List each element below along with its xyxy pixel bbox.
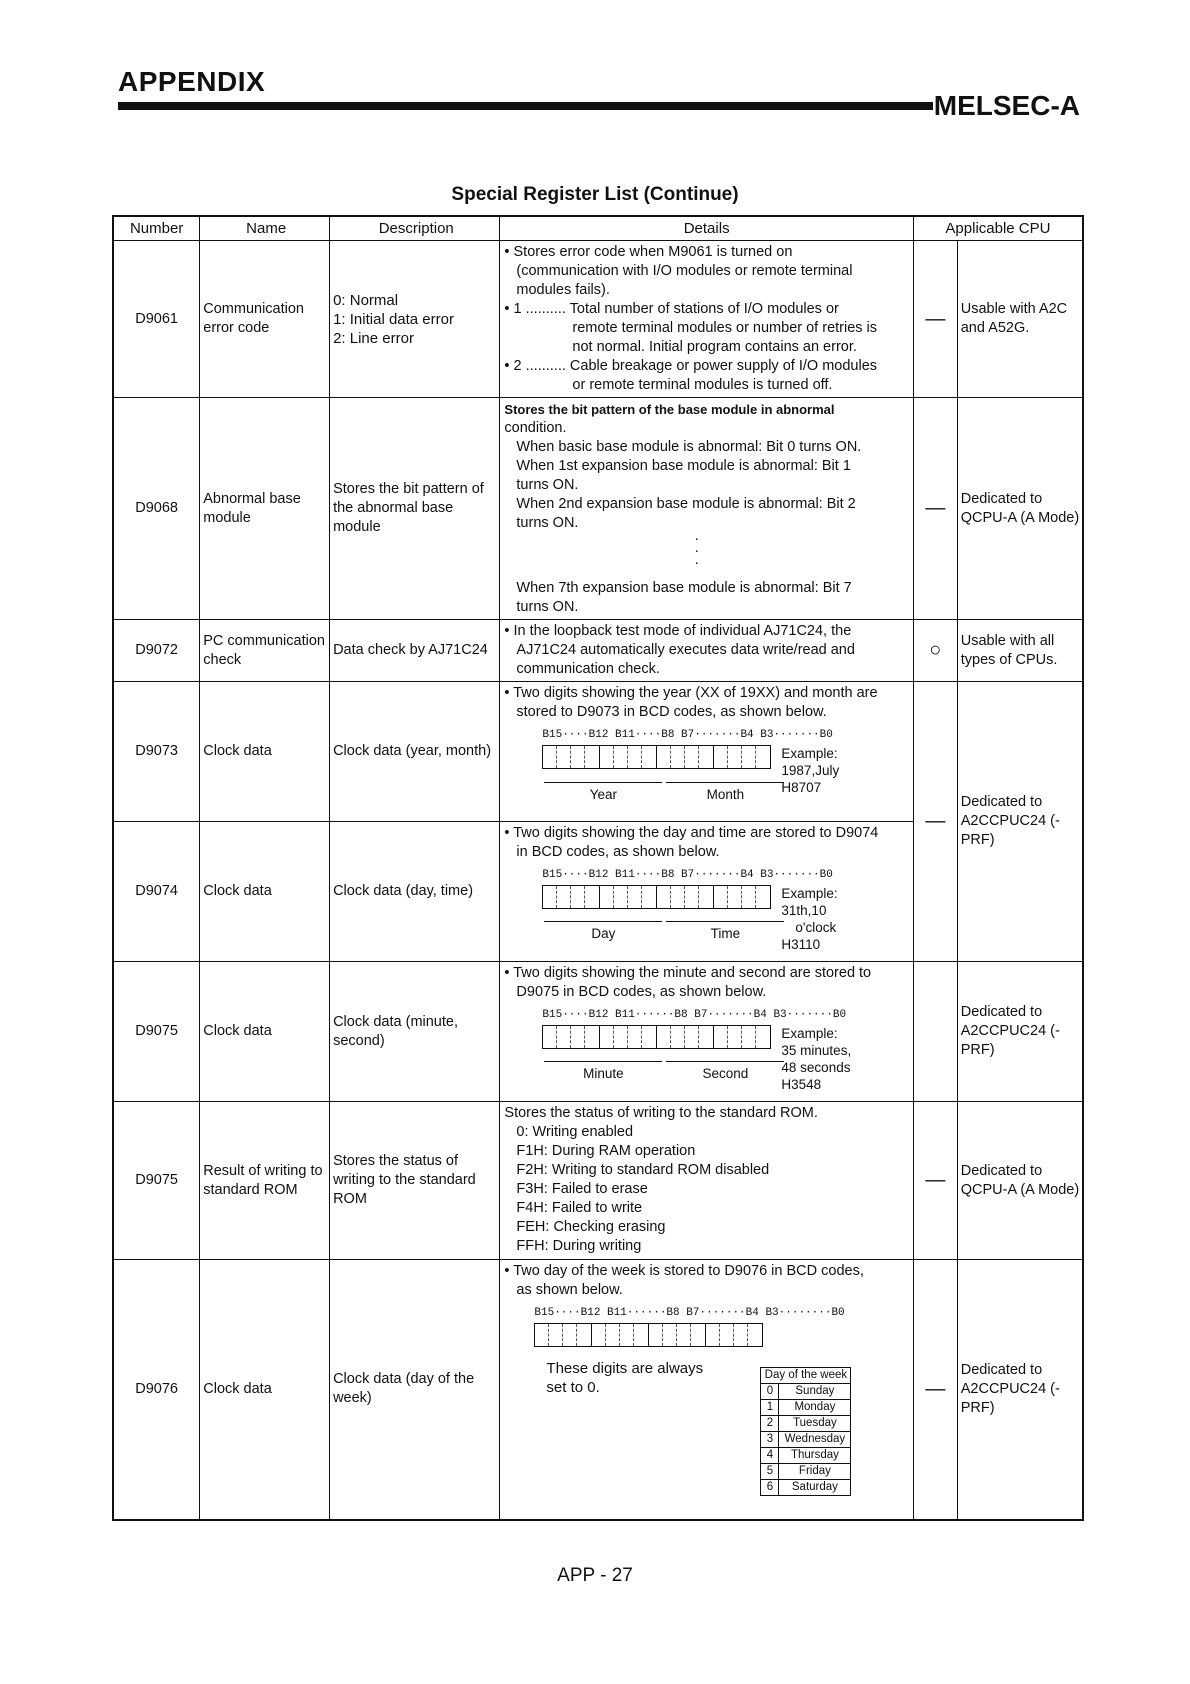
detail-line: Stores the status of writing to the standard ROM.	[504, 1105, 818, 1121]
note-line: set to 0.	[546, 1379, 600, 1396]
bit-cell	[756, 1026, 770, 1048]
dow-header-row	[761, 1368, 851, 1384]
bit-nibble	[535, 1324, 592, 1346]
detail-line: When basic base module is abnormal: Bit 0 turns ON.	[516, 439, 862, 455]
row-details	[500, 962, 914, 1102]
dow-code: 1	[761, 1400, 779, 1416]
example-line: H8707	[781, 780, 822, 795]
detail-line: in BCD codes, as shown below.	[516, 844, 720, 860]
field-label-minute: Minute	[544, 1061, 662, 1083]
detail-line: • 2 .......... Cable breakage or power supply of I/O modules	[504, 358, 878, 374]
table-row	[113, 620, 1083, 682]
applicable-cpu: Dedicated to A2CCPUC24 (-PRF)	[957, 1260, 1083, 1520]
bit-nibble	[649, 1324, 706, 1346]
bit-cell	[585, 1026, 599, 1048]
row-name: PC communication check	[200, 620, 330, 682]
bit-cell	[699, 1026, 713, 1048]
detail-line: turns ON.	[516, 515, 579, 531]
detail-line: turns ON.	[516, 477, 579, 493]
detail-line: F4H: Failed to write	[516, 1200, 643, 1216]
applicable-cpu: Dedicated to QCPU-A (A Mode)	[957, 398, 1083, 620]
row-name: Clock data	[200, 822, 330, 962]
zero-digits-note	[546, 1359, 909, 1397]
bit-cell	[543, 746, 557, 768]
col-description: Description	[330, 216, 500, 241]
melsec-heading: MELSEC-A	[933, 90, 1080, 121]
bit-cell	[663, 1324, 677, 1346]
dow-code: 3	[761, 1432, 779, 1448]
row-number: D9061	[113, 241, 200, 398]
page-number: APP - 27	[557, 1565, 633, 1586]
detail-line: condition.	[504, 420, 567, 436]
bit-cell	[657, 886, 671, 908]
header-rule	[118, 102, 933, 110]
row-name: Clock data	[200, 962, 330, 1102]
example-line: Example:	[781, 746, 838, 761]
example-line: Example:	[781, 1026, 838, 1041]
detail-line: D9075 in BCD codes, as shown below.	[516, 984, 767, 1000]
table-row	[113, 1102, 1083, 1260]
bit-labels: B15····B12 B11······B8 B7·······B4 B3········B0	[534, 1307, 845, 1319]
bit-nibble	[600, 886, 657, 908]
bit-labels: B15····B12 B11····B8 B7·······B4 B3·······B0	[542, 869, 833, 881]
bit-cell	[677, 1324, 691, 1346]
ellipsis-dots: · · ·	[694, 531, 700, 571]
example-line: 1987,July	[781, 763, 840, 778]
dow-row	[761, 1416, 851, 1432]
applicable-mark	[913, 962, 957, 1102]
dow-code: 5	[761, 1464, 779, 1480]
bit-cell	[628, 886, 642, 908]
detail-line: FFH: During writing	[516, 1238, 642, 1254]
bit-nibble	[657, 746, 714, 768]
example-line: o'clock	[795, 920, 837, 935]
applicable-mark: —	[913, 398, 957, 620]
bit-cell	[691, 1324, 705, 1346]
detail-line: FEH: Checking erasing	[516, 1219, 666, 1235]
detail-line: When 7th expansion base module is abnormal: Bit 7	[516, 580, 852, 596]
col-name: Name	[200, 216, 330, 241]
bit-cell	[571, 886, 585, 908]
table-row	[113, 241, 1083, 398]
row-number: D9075	[113, 1102, 200, 1260]
row-description: Stores the status of writing to the standard ROM	[330, 1102, 500, 1260]
applicable-mark: —	[913, 682, 957, 962]
bit-cell	[614, 886, 628, 908]
detail-line: • Two digits showing the year (XX of 19XX) and month are	[504, 685, 878, 701]
bit-cell	[563, 1324, 577, 1346]
bit-cell	[756, 886, 770, 908]
example-text	[781, 745, 839, 796]
bit-cell	[728, 886, 742, 908]
bit-cell	[620, 1324, 634, 1346]
dow-day: Saturday	[779, 1480, 851, 1496]
bit-cell	[628, 746, 642, 768]
row-description: Clock data (day of the week)	[330, 1260, 500, 1520]
bit-cell	[748, 1324, 762, 1346]
field-label-year: Year	[544, 782, 662, 804]
bit-cell	[714, 1026, 728, 1048]
bit-nibble	[706, 1324, 762, 1346]
bit-cell	[685, 886, 699, 908]
col-details: Details	[500, 216, 914, 241]
bit-cell	[649, 1324, 663, 1346]
bit-cell	[600, 886, 614, 908]
row-details	[500, 398, 914, 620]
detail-line: as shown below.	[516, 1282, 623, 1298]
detail-line: stored to D9073 in BCD codes, as shown below.	[516, 704, 827, 720]
bit-nibble	[714, 746, 770, 768]
detail-line: (communication with I/O modules or remote terminal	[516, 263, 853, 279]
bit-nibble	[600, 746, 657, 768]
bit-cell	[720, 1324, 734, 1346]
detail-line: modules fails).	[516, 282, 610, 298]
detail-line: • Two digits showing the minute and second are stored to	[504, 965, 872, 981]
bit-cell	[734, 1324, 748, 1346]
bit-nibble	[543, 1026, 600, 1048]
detail-line: or remote terminal modules is turned off.	[572, 377, 833, 393]
bit-register-box	[534, 1323, 763, 1347]
bit-cell	[685, 746, 699, 768]
example-line: Example:	[781, 886, 838, 901]
bit-cell	[699, 746, 713, 768]
dow-row	[761, 1432, 851, 1448]
bit-cell	[728, 1026, 742, 1048]
detail-line: When 1st expansion base module is abnormal: Bit 1	[516, 458, 851, 474]
example-text	[781, 885, 837, 953]
bit-nibble	[543, 746, 600, 768]
row-details	[500, 620, 914, 682]
row-details	[500, 1260, 914, 1520]
dow-code: 2	[761, 1416, 779, 1432]
applicable-mark: ○	[913, 620, 957, 682]
row-description: Clock data (day, time)	[330, 822, 500, 962]
col-number: Number	[113, 216, 200, 241]
bit-nibble	[543, 886, 600, 908]
row-name: Communication error code	[200, 241, 330, 398]
bit-cell	[657, 746, 671, 768]
bit-nibble	[714, 1026, 770, 1048]
applicable-mark: —	[913, 1260, 957, 1520]
bit-cell	[657, 1026, 671, 1048]
bit-cell	[756, 746, 770, 768]
dow-code: 0	[761, 1384, 779, 1400]
dow-row	[761, 1400, 851, 1416]
bit-register-box	[542, 745, 771, 769]
bit-nibble	[592, 1324, 649, 1346]
example-text	[781, 1025, 851, 1093]
bit-cell	[714, 746, 728, 768]
desc-line: 1: Initial data error	[333, 310, 454, 328]
bit-cell	[614, 1026, 628, 1048]
applicable-cpu: Usable with all types of CPUs.	[957, 620, 1083, 682]
row-description: Clock data (year, month)	[330, 682, 500, 822]
row-number: D9076	[113, 1260, 200, 1520]
bit-cell	[543, 1026, 557, 1048]
example-line: 31th,10	[781, 903, 827, 918]
dow-code: 6	[761, 1480, 779, 1496]
detail-line: F1H: During RAM operation	[516, 1143, 696, 1159]
example-line: H3110	[781, 937, 821, 952]
row-details	[500, 241, 914, 398]
appendix-heading: APPENDIX	[118, 66, 266, 97]
bit-cell	[557, 1026, 571, 1048]
dow-day: Thursday	[779, 1448, 851, 1464]
detail-line: remote terminal modules or number of retries is	[572, 320, 878, 336]
bit-cell	[600, 1026, 614, 1048]
applicable-cpu: Dedicated to QCPU-A (A Mode)	[957, 1102, 1083, 1260]
col-applicable-cpu: Applicable CPU	[913, 216, 1083, 241]
bit-cell	[642, 886, 656, 908]
bit-cell	[742, 1026, 756, 1048]
detail-line: • In the loopback test mode of individual AJ71C24, the	[504, 623, 852, 639]
dow-row	[761, 1448, 851, 1464]
bit-cell	[571, 746, 585, 768]
bit-cell	[571, 1026, 585, 1048]
dow-row	[761, 1464, 851, 1480]
dow-header: Day of the week	[761, 1368, 851, 1384]
dow-code: 4	[761, 1448, 779, 1464]
table-header-row	[113, 216, 1083, 241]
row-number: D9072	[113, 620, 200, 682]
bit-register-box	[542, 885, 771, 909]
bit-diagram	[534, 1323, 909, 1347]
bit-cell	[642, 1026, 656, 1048]
note-line: These digits are always	[546, 1360, 704, 1377]
dow-day: Monday	[779, 1400, 851, 1416]
row-details	[500, 822, 914, 962]
bit-cell	[714, 886, 728, 908]
row-name: Abnormal base module	[200, 398, 330, 620]
row-details	[500, 1102, 914, 1260]
row-number: D9075	[113, 962, 200, 1102]
table-row	[113, 1260, 1083, 1520]
desc-line: 2: Line error	[333, 329, 414, 347]
detail-line: communication check.	[516, 661, 660, 677]
bit-nibble	[657, 1026, 714, 1048]
bit-cell	[549, 1324, 563, 1346]
dow-day: Friday	[779, 1464, 851, 1480]
field-labels	[542, 921, 786, 943]
bit-cell	[535, 1324, 549, 1346]
bit-cell	[642, 746, 656, 768]
applicable-cpu: Dedicated to A2CCPUC24 (-PRF)	[957, 962, 1083, 1102]
detail-line: • Two day of the week is stored to D9076 in BCD codes,	[504, 1263, 864, 1279]
applicable-mark: —	[913, 241, 957, 398]
bit-cell	[706, 1324, 720, 1346]
row-number: D9074	[113, 822, 200, 962]
field-label-time: Time	[666, 921, 784, 943]
table-title: Special Register List (Continue)	[451, 184, 739, 205]
detail-line: F2H: Writing to standard ROM disabled	[516, 1162, 770, 1178]
bit-cell	[577, 1324, 591, 1346]
bit-cell	[634, 1324, 648, 1346]
bit-cell	[699, 886, 713, 908]
detail-line: not normal. Initial program contains an error.	[572, 339, 857, 355]
row-name: Result of writing to standard ROM	[200, 1102, 330, 1260]
row-name: Clock data	[200, 1260, 330, 1520]
bit-cell	[671, 886, 685, 908]
bit-cell	[742, 886, 756, 908]
detail-line: • 1 .......... Total number of stations of I/O modules or	[504, 301, 839, 317]
bit-cell	[614, 746, 628, 768]
dow-day: Wednesday	[779, 1432, 851, 1448]
table-row	[113, 682, 1083, 822]
bit-cell	[557, 886, 571, 908]
bit-cell	[606, 1324, 620, 1346]
table-row	[113, 962, 1083, 1102]
bit-cell	[543, 886, 557, 908]
applicable-cpu: Usable with A2C and A52G.	[957, 241, 1083, 398]
detail-line: turns ON.	[516, 599, 579, 615]
row-description: Clock data (minute, second)	[330, 962, 500, 1102]
row-number: D9073	[113, 682, 200, 822]
dow-row	[761, 1384, 851, 1400]
desc-line: 0: Normal	[333, 291, 399, 309]
row-description: Data check by AJ71C24	[330, 620, 500, 682]
example-line: 35 minutes,	[781, 1043, 852, 1058]
example-line: H3548	[781, 1077, 822, 1092]
bit-cell	[685, 1026, 699, 1048]
example-line: 48 seconds	[781, 1060, 851, 1075]
day-of-week-table	[760, 1367, 851, 1496]
applicable-cpu: Dedicated to A2CCPUC24 (-PRF)	[957, 682, 1083, 962]
detail-line: When 2nd expansion base module is abnormal: Bit 2	[516, 496, 856, 512]
bit-cell	[671, 746, 685, 768]
field-labels	[542, 782, 786, 804]
bit-nibble	[600, 1026, 657, 1048]
detail-line: F3H: Failed to erase	[516, 1181, 648, 1197]
detail-line: Stores the bit pattern of the base module in abnormal	[504, 402, 835, 417]
detail-line: 0: Writing enabled	[516, 1124, 634, 1140]
bit-cell	[592, 1324, 606, 1346]
bit-nibble	[657, 886, 714, 908]
row-description: Stores the bit pattern of the abnormal base module	[330, 398, 500, 620]
row-number: D9068	[113, 398, 200, 620]
bit-labels: B15····B12 B11······B8 B7·······B4 B3·······B0	[542, 1009, 847, 1021]
field-label-month: Month	[666, 782, 784, 804]
detail-line: • Stores error code when M9061 is turned on	[504, 244, 793, 260]
field-labels	[542, 1061, 786, 1083]
bit-register-box	[542, 1025, 771, 1049]
field-label-second: Second	[666, 1061, 784, 1083]
bit-labels: B15····B12 B11····B8 B7·······B4 B3·······B0	[542, 729, 833, 741]
detail-line: AJ71C24 automatically executes data write/read and	[516, 642, 855, 658]
bit-cell	[628, 1026, 642, 1048]
row-name: Clock data	[200, 682, 330, 822]
dow-row	[761, 1480, 851, 1496]
bit-nibble	[714, 886, 770, 908]
bit-cell	[742, 746, 756, 768]
bit-cell	[671, 1026, 685, 1048]
row-description	[330, 241, 500, 398]
special-register-table	[112, 215, 1084, 1521]
bit-cell	[585, 746, 599, 768]
field-label-day: Day	[544, 921, 662, 943]
applicable-mark: —	[913, 1102, 957, 1260]
detail-line: • Two digits showing the day and time are stored to D9074	[504, 825, 879, 841]
table-row	[113, 398, 1083, 620]
dow-day: Sunday	[779, 1384, 851, 1400]
bit-cell	[585, 886, 599, 908]
bit-cell	[728, 746, 742, 768]
dow-day: Tuesday	[779, 1416, 851, 1432]
row-details	[500, 682, 914, 822]
bit-cell	[557, 746, 571, 768]
bit-cell	[600, 746, 614, 768]
